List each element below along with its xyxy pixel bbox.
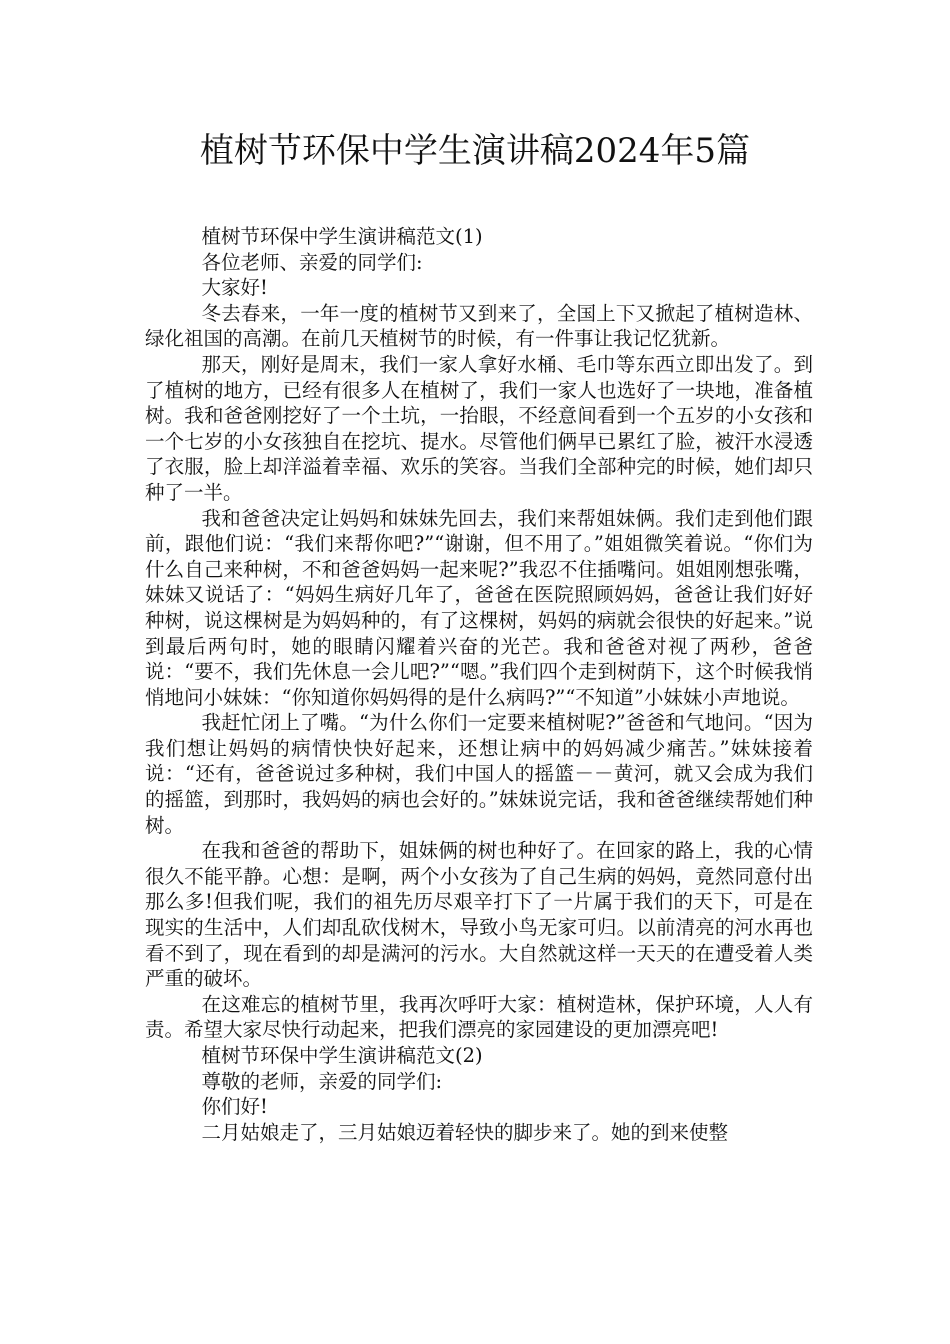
document-title: 植树节环保中学生演讲稿2024年5篇 xyxy=(199,131,751,171)
paragraph: 那天，刚好是周末，我们一家人拿好水桶、毛巾等东西立即出发了。到了植树的地方，已经有很多人在植树了，我们一家人也选好了一块地，准备植树。我和爸爸刚挖好了一个土坑，一抬眼，不经意间看到一个五岁的小女孩和一个七岁的小女孩独自在挖坑、提水。尽管他们俩早已累红了脸，被汗水浸透了衣服，脸上却洋溢着幸福、欢乐的笑容。当我们全部种完的时候，她们却只种了一半。 xyxy=(145,352,813,504)
paragraph: 在这难忘的植树节里，我再次呼吁大家：植树造林，保护环境，人人有责。希望大家尽快行动起来，把我们漂亮的家园建设的更加漂亮吧! xyxy=(145,992,813,1042)
paragraph: 二月姑娘走了，三月姑娘迈着轻快的脚步来了。她的到来使整 xyxy=(201,1120,729,1144)
greeting-2: 你们好! xyxy=(201,1095,268,1119)
salutation-2: 尊敬的老师，亲爱的同学们: xyxy=(201,1069,443,1093)
paragraph: 在我和爸爸的帮助下，姐妹俩的树也种好了。在回家的路上，我的心情很久不能平静。心想：是啊，两个小女孩为了自己生病的妈妈，竟然同意付出那么多!但我们呢，我们的祖先历尽艰辛打下了一片属于我们的天下，可是在现实的生活中，人们却乱砍伐树木，导致小鸟无家可归。以前清亮的河水再也看不到了，现在看到的却是满河的污水。大自然就这样一天天的在遭受着人类严重的破坏。 xyxy=(145,839,813,991)
section-heading-2: 植树节环保中学生演讲稿范文(2) xyxy=(201,1044,483,1067)
paragraph: 我赶忙闭上了嘴。“为什么你们一定要来植树呢?”爸爸和气地问。“因为我们想让妈妈的病情快快好起来，还想让病中的妈妈减少痛苦。”妹妹接着说：“还有，爸爸说过多种树，我们中国人的摇篮－－黄河，就又会成为我们的摇篮，到那时，我妈妈的病也会好的。”妹妹说完话，我和爸爸继续帮她们种树。 xyxy=(145,711,813,837)
salutation-1: 各位老师、亲爱的同学们: xyxy=(201,250,423,274)
section-heading-1: 植树节环保中学生演讲稿范文(1) xyxy=(201,225,483,248)
document-body xyxy=(145,224,813,1145)
paragraph: 冬去春来，一年一度的植树节又到来了，全国上下又掀起了植树造林、绿化祖国的高潮。在前几天植树节的时候，有一件事让我记忆犹新。 xyxy=(145,301,813,351)
greeting-1: 大家好! xyxy=(201,276,268,300)
paragraph: 我和爸爸决定让妈妈和妹妹先回去，我们来帮姐妹俩。我们走到他们跟前，跟他们说：“我们来帮你吧?”“谢谢，但不用了。”姐姐微笑着说。“你们为什么自己来种树，不和爸爸妈妈一起来呢?”我忍不住插嘴问。姐姐刚想张嘴，妹妹又说话了：“妈妈生病好几年了，爸爸在医院照顾妈妈，爸爸让我们好好种树，说这棵树是为妈妈种的，有了这棵树，妈妈的病就会很快的好起来。”说到最后两句时，她的眼睛闪耀着兴奋的光芒。我和爸爸对视了两秒，爸爸说：“要不，我们先休息一会儿吧?”“嗯。”我们四个走到树荫下，这个时候我悄悄地问小妹妹：“你知道你妈妈得的是什么病吗?”“不知道”小妹妹小声地说。 xyxy=(145,506,813,709)
